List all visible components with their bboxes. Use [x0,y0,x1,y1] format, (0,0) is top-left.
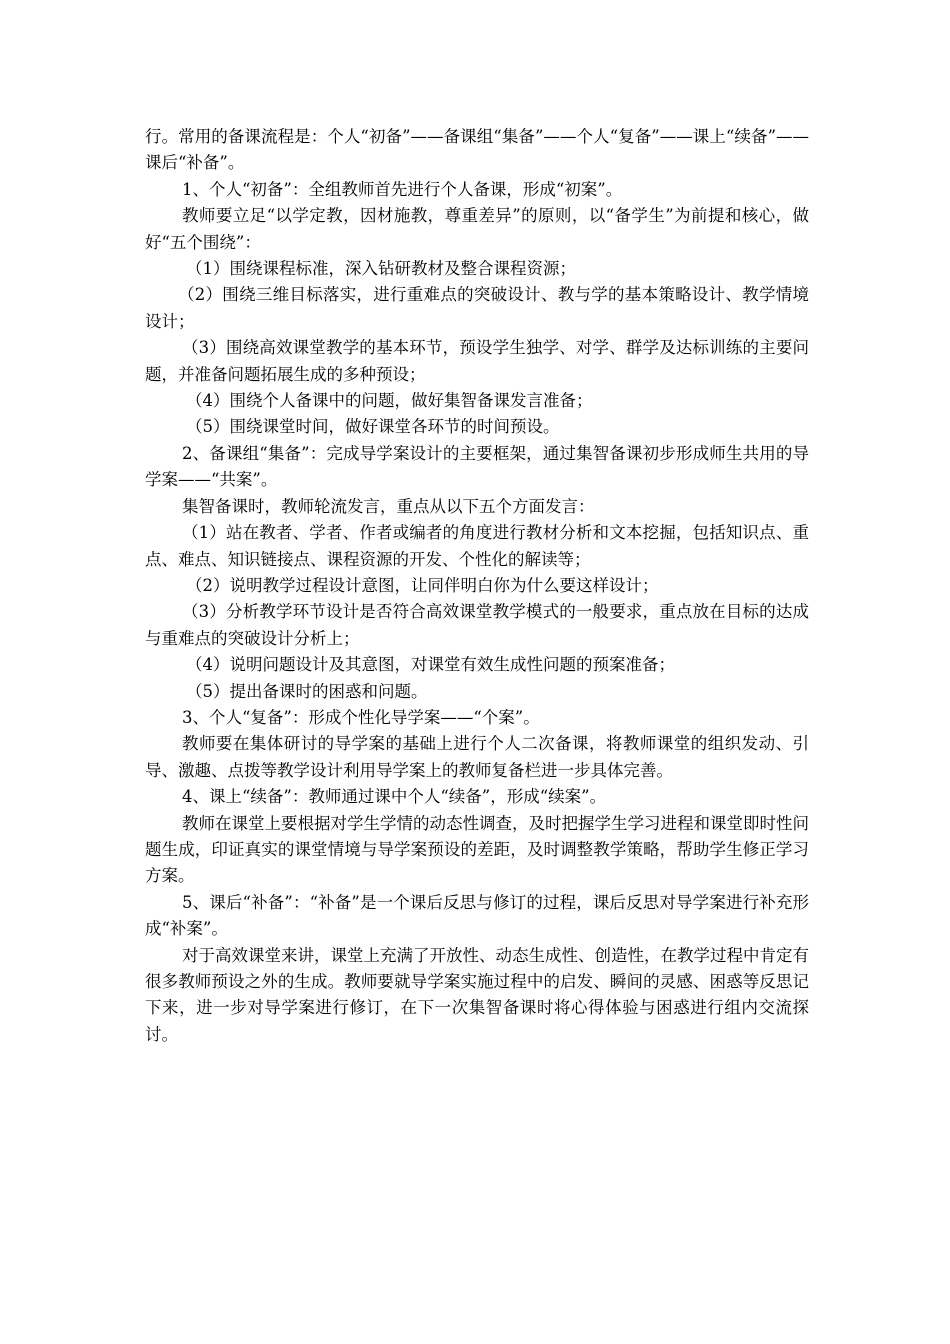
step1-item-1: （1）围绕课程标准，深入钻研教材及整合课程资源； [186,259,576,279]
step3-heading: 3、个人“复备”：形成个性化导学案——“个案”。 [182,707,540,727]
intro-process-paragraph: 行。常用的备课流程是：个人“初备”——备课组“集备”——个人“复备”——课上“续备”——课后“补备”。 [145,127,809,173]
step1-heading: 1、个人“初备”：全组教师首先进行个人备课，形成“初案”。 [182,179,623,199]
step2-intro-paragraph: 集智备课时，教师轮流发言，重点从以下五个方面发言： [182,496,595,516]
step2-heading: 2、备课组“集备”：完成导学案设计的主要框架，通过集智备课初步形成师生共用的导学案——“共案”。 [145,443,809,490]
step1-item-5: （5）围绕课堂时间，做好课堂各环节的时间预设。 [186,417,560,437]
step1-item-2: （2）围绕三维目标落实，进行重难点的突破设计、教与学的基本策略设计、教学情境设计； [145,285,809,331]
step2-item-2: （2）说明教学过程设计意图，让同伴明白你为什么要这样设计； [186,575,659,595]
step1-item-4: （4）围绕个人备课中的问题，做好集智备课发言准备； [186,391,593,411]
step2-item-3: （3）分析教学环节设计是否符合高效课堂教学模式的一般要求，重点放在目标的达成与重难点的突破设计分析上； [145,602,809,648]
step1-principle-paragraph: 教师要立足“以学定教，因材施教，尊重差异”的原则，以“备学生”为前提和核心，做好“五个围绕”： [145,206,809,252]
step2-item-4: （4）说明问题设计及其意图，对课堂有效生成性问题的预案准备； [186,655,675,675]
step2-item-1: （1）站在教者、学者、作者或编者的角度进行教材分析和文本挖掘，包括知识点、重点、难点、知识链接点、课程资源的开发、个性化的解读等； [145,523,809,569]
step4-heading: 4、课上“续备”：教师通过课中个人“续备”，形成“续案”。 [182,787,607,807]
document-page [145,124,809,1048]
step5-heading: 5、课后“补备”：“补备”是一个课后反思与修订的过程，课后反思对导学案进行补充形成“补案”。 [145,892,809,939]
step4-paragraph: 教师在课堂上要根据对学生学情的动态性调查，及时把握学生学习进程和课堂即时性问题生成，印证真实的课堂情境与导学案预设的差距，及时调整教学策略，帮助学生修正学习方案。 [145,813,809,886]
closing-paragraph: 对于高效课堂来讲，课堂上充满了开放性、动态生成性、创造性，在教学过程中肯定有很多教师预设之外的生成。教师要就导学案实施过程中的启发、瞬间的灵感、困惑等反思记下来，进一步对导学案进行修订，在下一次集智备课时将心得体验与困惑进行组内交流探讨。 [145,945,809,1044]
step1-item-3: （3）围绕高效课堂教学的基本环节，预设学生独学、对学、群学及达标训练的主要问题，并准备问题拓展生成的多种预设； [145,338,809,384]
step2-item-5: （5）提出备课时的困惑和问题。 [186,681,428,701]
step3-paragraph: 教师要在集体研讨的导学案的基础上进行个人二次备课，将教师课堂的组织发动、引导、激趣、点拨等教学设计利用导学案上的教师复备栏进一步具体完善。 [145,734,809,780]
